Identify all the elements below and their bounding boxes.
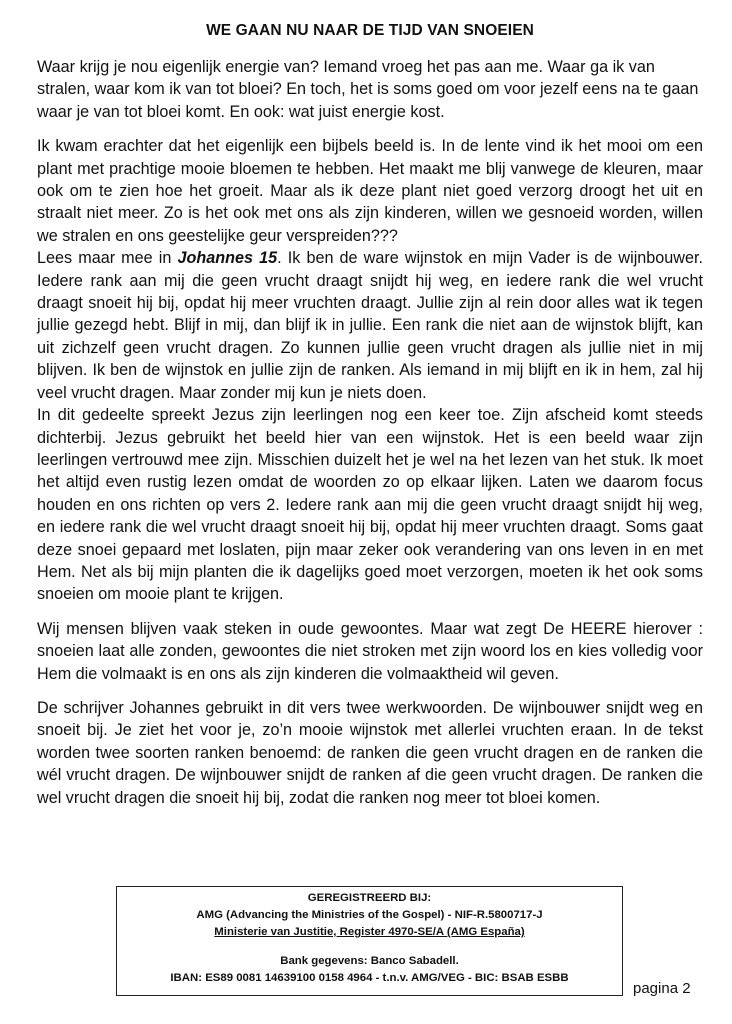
article [37,20,703,809]
bible-reference: Johannes 15 [177,249,278,268]
quote-lead: Lees maar mee in [37,249,178,268]
paragraph-johannes-quote [37,247,703,404]
paragraph-explanation: In dit gedeelte spreekt Jezus zijn leerlingen nog een keer toe. Zijn afscheid komt steeds dichterbij. Jezus gebruikt het beeld hier van een wijnstok. Het is een beeld waar zijn leerlingen vertrouwd mee zijn. Misschien duizelt het je wel na het lezen van het stuk. Ik moet het altijd even rustig lezen omdat de woorden zo op elkaar lijken. Laten we daarom focus houden en ons richten op vers 2. Iedere rank aan mij die geen vrucht draagt snijdt hij weg, en iedere rank die wel vrucht draagt snoeit hij bij, opdat hij meer vruchten draagt. Soms gaat deze snoei gepaard met loslaten, pijn maar zeker ook verandering van ons leven in en met Hem. Net als bij mijn planten die ik dagelijks goed moet verzorgen, moeten ik het ook soms snoeien om mooie plant te krijgen. [37,406,703,604]
article-title: WE GAAN NU NAAR DE TIJD VAN SNOEIEN [206,22,534,39]
paragraph-bible-image: Ik kwam erachter dat het eigenlijk een bijbels beeld is. In de lente vind ik het mooi om een plant met prachtige mooie bloemen te hebben. Het maakt me blij vanwege de kleuren, maar ook om te zien hoe het groeit. Maar als ik deze plant niet goed verzorg droogt het uit en straalt niet meer. Zo is het ook met ons als zijn kinderen, willen we gesnoeid worden, willen we stralen en ons geestelijke geur verspreiden??? [37,137,703,245]
registration-heading: GEREGISTREERD BIJ: [307,892,432,904]
registration-box [116,886,623,996]
paragraph-habits: Wij mensen blijven vaak steken in oude gewoontes. Maar wat zegt De HEERE hierover : snoeien laat alle zonden, gewoontes die niet stroken met zijn woord los en kies volledig voor Hem die volmaakt is en ons als zijn kinderen die volmaaktheid wil geven. [37,619,703,683]
page-number: pagina 2 [633,980,691,997]
registration-amg: AMG (Advancing the Ministries of the Gospel) - NIF-R.5800717-J [196,909,543,921]
paragraph-intro: Waar krijg je nou eigenlijk energie van? Iemand vroeg het pas aan me. Waar ga ik van stralen, waar kom ik van tot bloei? En toch, het is soms goed om voor jezelf eens na te gaan waar je van tot bloei komt. En ook: wat juist energie kost. [37,58,699,121]
quote-text: . Ik ben de ware wijnstok en mijn Vader is de wijnbouwer. Iedere rank aan mij die geen vrucht draagt snijdt hij weg, en iedere rank die wel vrucht draagt snoeit hij bij, opdat hij meer vruchten draagt. Jullie zijn al rein door alles wat ik tegen jullie gezegd hebt. Blijf in mij, dan blijf ik in jullie. Een rank die niet aan de wijnstok blijft, kan uit zichzelf geen vrucht dragen. Zo kunnen jullie geen vrucht dragen als jullie niet in mij blijven. Ik ben de wijnstok en jullie zijn de ranken. Als iemand in mij blijft en ik in hem, zal hij veel vrucht dragen. Maar zonder mij kun je niets doen. [37,249,703,402]
bank-details: Bank gegevens: Banco Sabadell. [280,955,459,967]
paragraph-verbs: De schrijver Johannes gebruikt in dit vers twee werkwoorden. De wijnbouwer snijdt weg en snoeit bij. Je ziet het voor je, zo’n mooie wijnstok met allerlei vruchten eraan. In de tekst worden twee soorten ranken benoemd: de ranken die geen vrucht dragen en de ranken die wél vrucht dragen. De wijnbouwer snijdt de ranken af die geen vrucht dragen. De ranken die wel vrucht dragen die snoeit hij bij, zodat die ranken nog meer tot bloei komen. [37,698,703,807]
registration-ministry: Ministerie van Justitie, Register 4970-SE/A (AMG España) [214,926,525,938]
iban-bic: IBAN: ES89 0081 14639100 0158 4964 - t.n.v. AMG/VEG - BIC: BSAB ESBB [170,972,569,984]
